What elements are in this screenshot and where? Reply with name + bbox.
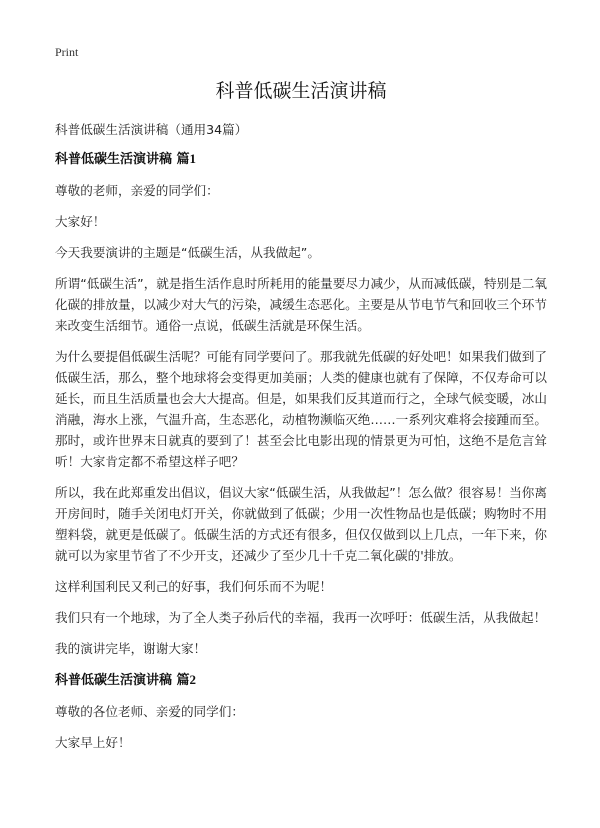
paragraph: 大家早上好！ <box>55 735 131 750</box>
paragraph: 尊敬的各位老师、亲爱的同学们： <box>55 704 244 719</box>
section-heading-number: 1 <box>189 151 197 166</box>
paragraph: 这样利国利民又利己的好事，我们何乐而不为呢！ <box>55 579 333 594</box>
section-1 <box>55 148 547 659</box>
paragraph: 所谓“低碳生活”，就是指生活作息时所耗用的能量要尽力减少，从而减低碳，特别是二氧化碳的排放量，以减少对大气的污染，减缓生态恶化。主要是从节电节气和回收三个环节来改变生活细节。通俗一点说，低碳生活就是环保生活。 <box>55 276 547 333</box>
page-title: 科普低碳生活演讲稿 <box>215 80 387 102</box>
document-body <box>55 119 547 763</box>
section-heading-number: 2 <box>189 672 197 687</box>
section-2 <box>55 669 547 753</box>
paragraph: 今天我要演讲的主题是“低碳生活，从我做起”。 <box>55 245 320 260</box>
section-heading-text: 科普低碳生活演讲稿 篇 <box>55 152 190 167</box>
print-label: Print <box>55 45 79 59</box>
paragraph: 我们只有一个地球，为了全人类子孙后代的幸福，我再一次呼吁：低碳生活，从我做起！ <box>55 610 547 625</box>
paragraph: 尊敬的老师，亲爱的同学们： <box>55 183 219 198</box>
paragraph: 为什么要提倡低碳生活呢？可能有同学要问了。那我就先低碳的好处吧！如果我们做到了低碳生活，那么，整个地球将会变得更加美丽；人类的健康也就有了保障，不仅寿命可以延长，而且生活质量也会大大提高。但是，如果我们反其道而行之，全球气候变暖，冰山消融，海水上涨，气温升高，生态恶化，动植物濒临灭绝……一系列灾难将会接踵而至。那时，或许世界末日就真的要到了！甚至会比电影出现的情景更为可怕，这绝不是危言耸听！大家肯定都不希望这样子吧？ <box>55 349 547 469</box>
section-heading <box>55 148 547 170</box>
section-heading-text: 科普低碳生活演讲稿 篇 <box>55 673 190 688</box>
paragraph: 大家好！ <box>55 214 106 229</box>
document-subtitle: 科普低碳生活演讲稿（通用34篇） <box>55 122 248 137</box>
paragraph: 我的演讲完毕，谢谢大家！ <box>55 641 207 656</box>
section-heading <box>55 669 547 691</box>
paragraph: 所以，我在此郑重发出倡议，倡议大家“低碳生活，从我做起”！怎么做？很容易！当你离开房间时，随手关闭电灯开关，你就做到了低碳；少用一次性物品也是低碳；购物时不用塑料袋，就更是低碳了。低碳生活的方式还有很多，但仅仅做到以上几点，一年下来，你就可以为家里节省了不少开支，还减少了至少几十千克二氧化碳的'排放。 <box>55 485 547 563</box>
